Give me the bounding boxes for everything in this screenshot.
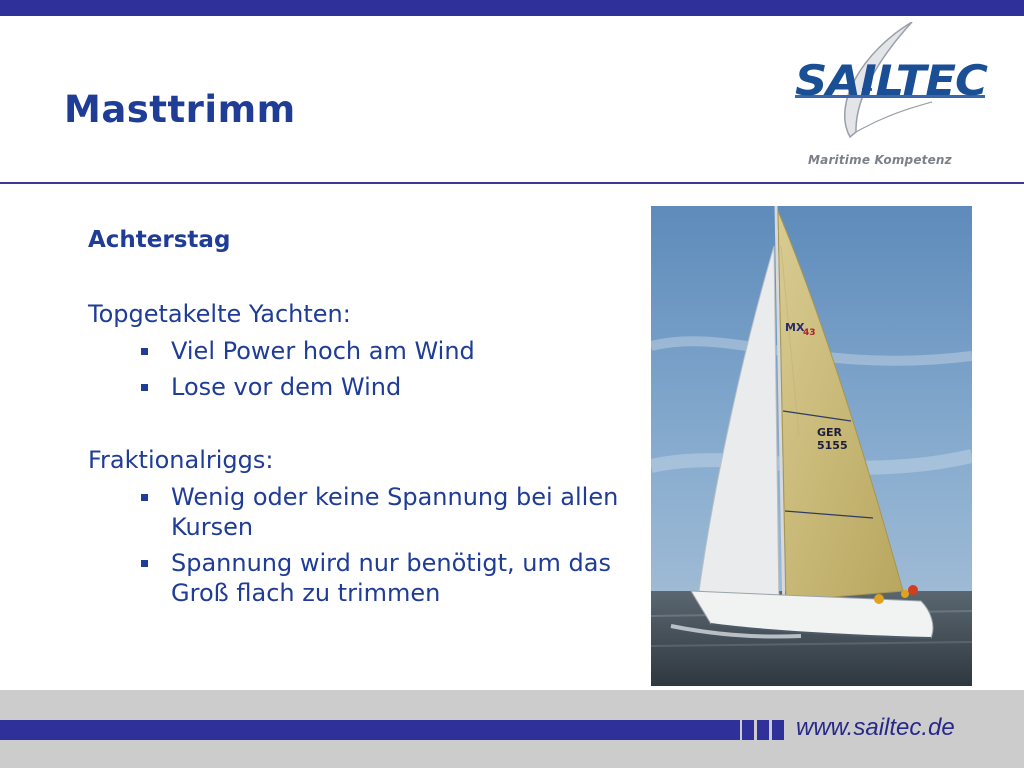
logo-tagline: Maritime Kompetenz bbox=[808, 153, 952, 167]
section-heading: Achterstag bbox=[88, 227, 231, 253]
square-bullet-icon bbox=[141, 384, 148, 391]
spacer bbox=[88, 408, 628, 442]
sailboat-image bbox=[651, 206, 972, 686]
header-divider bbox=[0, 182, 1024, 184]
footer-stripes bbox=[740, 720, 788, 740]
group-label-topgetakelt: Topgetakelte Yachten: bbox=[88, 300, 351, 328]
bullet-text: Lose vor dem Wind bbox=[171, 373, 402, 401]
sail-number-label: 5155 bbox=[817, 439, 848, 452]
spacer bbox=[88, 258, 628, 296]
bullet-list-fraktional bbox=[88, 482, 628, 608]
sail-number-label: GER bbox=[817, 426, 843, 439]
bullet-text: Wenig oder keine Spannung bei allen Kursen bbox=[171, 483, 619, 541]
group-label-fraktional: Fraktionalriggs: bbox=[88, 446, 274, 474]
bullet-item bbox=[88, 372, 628, 402]
slide-content bbox=[88, 222, 628, 614]
square-bullet-icon bbox=[141, 560, 148, 567]
bullet-item bbox=[88, 336, 628, 366]
sailboat-photo bbox=[651, 206, 972, 686]
top-accent-bar bbox=[0, 0, 1024, 16]
square-bullet-icon bbox=[141, 494, 148, 501]
sail-number-label: 43 bbox=[803, 328, 816, 338]
bullet-text: Viel Power hoch am Wind bbox=[171, 337, 475, 365]
sailtec-logo bbox=[792, 22, 992, 174]
logo-wordmark: SAILTEC bbox=[795, 56, 987, 105]
bullet-item bbox=[88, 548, 628, 608]
footer-band bbox=[0, 720, 740, 740]
bullet-text: Spannung wird nur benötigt, um das Groß flach zu trimmen bbox=[171, 549, 611, 607]
slide-title: Masttrimm bbox=[64, 88, 296, 131]
square-bullet-icon bbox=[141, 348, 148, 355]
website-link[interactable]: www.sailtec.de bbox=[796, 714, 955, 741]
sail-number-label: MX bbox=[785, 321, 805, 334]
bullet-list-topgetakelt bbox=[88, 336, 628, 402]
bullet-item bbox=[88, 482, 628, 542]
